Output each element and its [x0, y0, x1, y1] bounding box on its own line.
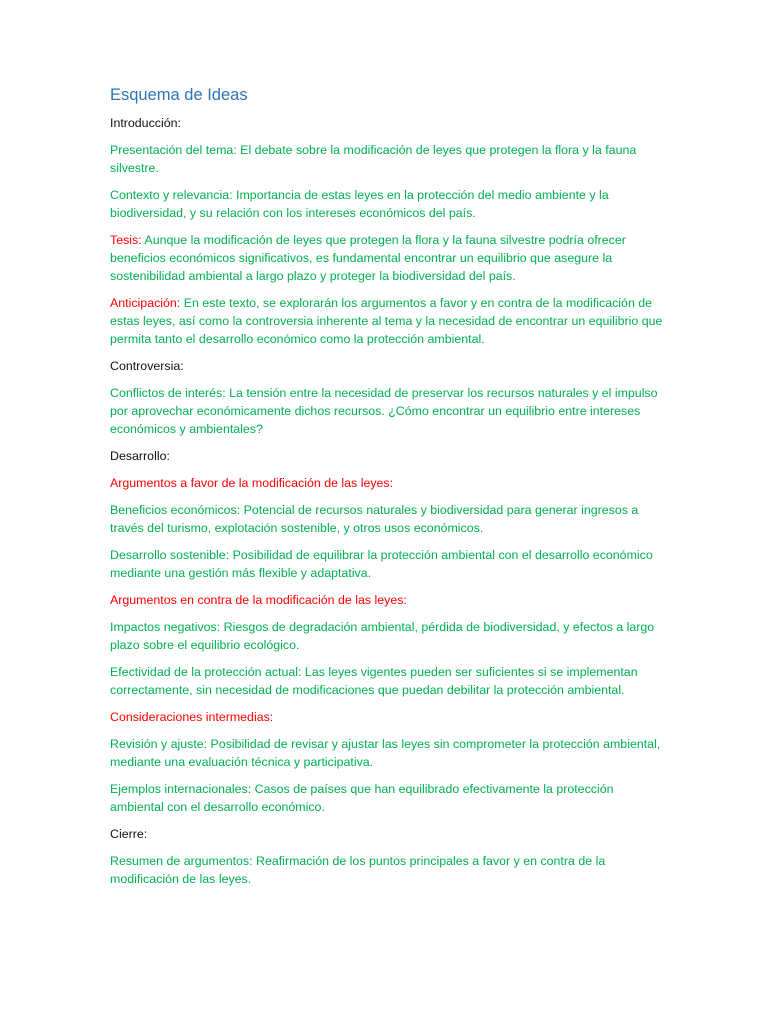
intro-presentation: Presentación del tema: El debate sobre la modificación de leyes que protegen la flora y la fauna silvestre.: [110, 143, 637, 175]
intro-heading: Introducción:: [110, 116, 181, 130]
closing-summary: Resumen de argumentos: Reafirmación de los puntos principales a favor y en contra de la modificación de las leyes.: [110, 854, 606, 886]
document-title: Esquema de Ideas: [110, 86, 248, 104]
controversy-text: Conflictos de interés: La tensión entre la necesidad de preservar los recursos naturales y el impulso por aprovechar económicamente dichos recursos. ¿Cómo encontrar un equilibrio entre intereses económicos y ambientales?: [110, 386, 658, 436]
anticipation-paragraph: [110, 294, 666, 348]
controversy-heading: Controversia:: [110, 359, 184, 373]
intermediate-heading: Consideraciones intermedias:: [110, 710, 274, 724]
document-page: [110, 84, 666, 897]
against-effectiveness: Efectividad de la protección actual: Las leyes vigentes pueden ser suficientes si se implementan correctamente, sin necesidad de modificaciones que puedan debilitar la protección ambiental.: [110, 665, 638, 697]
favor-benefits: Beneficios económicos: Potencial de recursos naturales y biodiversidad para generar ingresos a través del turismo, explotación sostenible, y otros usos económicos.: [110, 503, 639, 535]
thesis-text: Aunque la modificación de leyes que protegen la flora y la fauna silvestre podría ofrecer beneficios económicos significativos, es fundamental encontrar un equilibrio que asegure la sostenibilidad ambiental a largo plazo y proteger la biodiversidad del país.: [110, 233, 626, 283]
intermediate-examples: Ejemplos internacionales: Casos de países que han equilibrado efectivamente la protección ambiental con el desarrollo económico.: [110, 782, 614, 814]
favor-heading: Argumentos a favor de la modificación de las leyes:: [110, 476, 394, 490]
favor-sustainable: Desarrollo sostenible: Posibilidad de equilibrar la protección ambiental con el desarrollo económico mediante una gestión más flexible y adaptativa.: [110, 548, 653, 580]
anticipation-label: Anticipación:: [110, 296, 181, 310]
anticipation-text: En este texto, se explorarán los argumentos a favor y en contra de la modificación de estas leyes, así como la controversia inherente al tema y la necesidad de encontrar un equilibrio que permita tanto el desarrollo económico como la protección ambiental.: [110, 296, 663, 346]
thesis-label: Tesis:: [110, 233, 142, 247]
thesis-paragraph: [110, 231, 666, 285]
development-heading: Desarrollo:: [110, 449, 170, 463]
closing-heading: Cierre:: [110, 827, 148, 841]
against-impacts: Impactos negativos: Riesgos de degradación ambiental, pérdida de biodiversidad, y efectos a largo plazo sobre el equilibrio ecológico.: [110, 620, 655, 652]
intro-context: Contexto y relevancia: Importancia de estas leyes en la protección del medio ambiente y la biodiversidad, y su relación con los intereses económicos del país.: [110, 188, 609, 220]
against-heading: Argumentos en contra de la modificación de las leyes:: [110, 593, 407, 607]
intermediate-review: Revisión y ajuste: Posibilidad de revisar y ajustar las leyes sin comprometer la protección ambiental, mediante una evaluación técnica y participativa.: [110, 737, 661, 769]
